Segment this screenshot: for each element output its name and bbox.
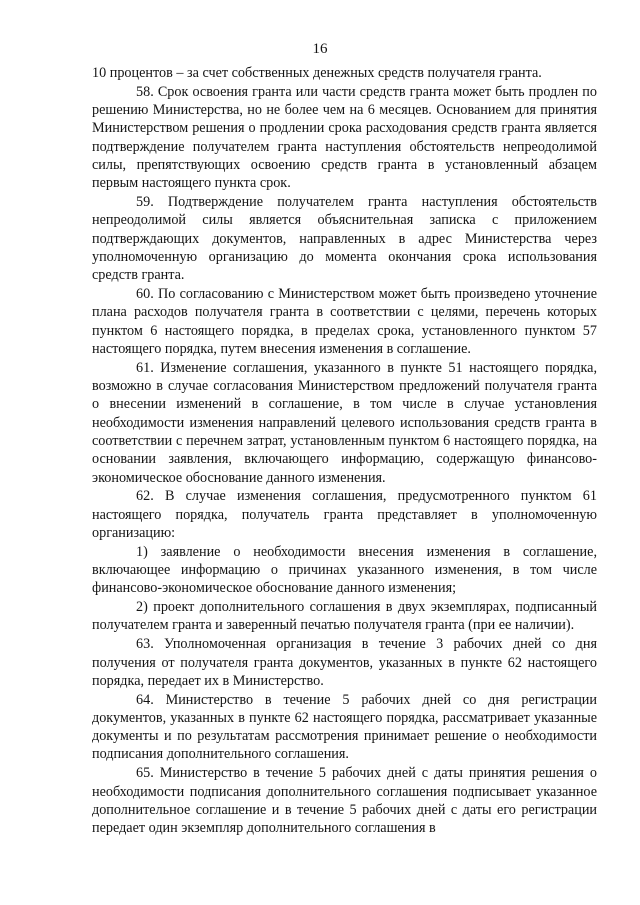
page-number: 16 — [312, 41, 328, 57]
paragraph-58: 58. Срок освоения гранта или части средств гранта может быть продлен по решению Министерства, но не более чем на 6 месяцев. Основанием для принятия Министерством решения о продлении срока расходования средств гранта является подтверждение получателем гранта наступления обстоятельств непреодолимой силы, препятствующих освоению средств гранта в установленный абзацем первым настоящего пункта срок. — [92, 83, 597, 192]
paragraph-continuation: 10 процентов – за счет собственных денежных средств получателя гранта. — [92, 65, 542, 81]
paragraph-63: 63. Уполномоченная организация в течение 3 рабочих дней со дня получения от получателя гранта документов, указанных в пункте 62 настоящего порядка, передает их в Министерство. — [92, 636, 597, 689]
document-body — [92, 64, 597, 837]
paragraph-61: 61. Изменение соглашения, указанного в пункте 51 настоящего порядка, возможно в случае согласования Министерством предложений получателя гранта о внесении изменений в соглашение, в том числе в случае установления необходимости изменения направлений целевого использования средств гранта в соответствии с перечнем затрат, установленным пунктом 6 настоящего порядка, на основании заявления, включающего информацию, содержащую финансово-экономическое обоснование данного изменения. — [92, 359, 597, 486]
paragraph-65: 65. Министерство в течение 5 рабочих дней с даты принятия решения о необходимости подписания дополнительного соглашения подписывает указанное дополнительное соглашение и в течение 5 рабочих дней с даты его регистрации передает один экземпляр дополнительного соглашения в — [92, 765, 597, 837]
paragraph-62-item-2: 2) проект дополнительного соглашения в двух экземплярах, подписанный получателем гранта и заверенный печатью получателя гранта (при ее наличии). — [92, 599, 597, 634]
paragraph-62-item-1: 1) заявление о необходимости внесения изменения в соглашение, включающее информацию о причинах указанного изменения, в том числе финансово-экономическое обоснование данного изменения; — [92, 543, 597, 597]
paragraph-62: 62. В случае изменения соглашения, предусмотренного пунктом 61 настоящего порядка, получатель гранта представляет в уполномоченную организацию: — [92, 488, 597, 541]
paragraph-64: 64. Министерство в течение 5 рабочих дней со дня регистрации документов, указанных в пункте 62 настоящего порядка, рассматривает указанные документы и по результатам рассмотрения принимает решение о необходимости подписания дополнительного соглашения. — [92, 691, 597, 763]
paragraph-60: 60. По согласованию с Министерством может быть произведено уточнение плана расходов получателя гранта в соответствии с целями, перечень которых пунктом 6 настоящего порядка, в пределах срока, установленного пунктом 57 настоящего порядка, путем внесения изменения в соглашение. — [92, 286, 597, 357]
paragraph-59: 59. Подтверждение получателем гранта наступления обстоятельств непреодолимой силы является объяснительная записка с приложением подтверждающих документов, направленных в адрес Министерства через уполномоченную организацию до момента окончания срока использования средств гранта. — [92, 194, 597, 284]
